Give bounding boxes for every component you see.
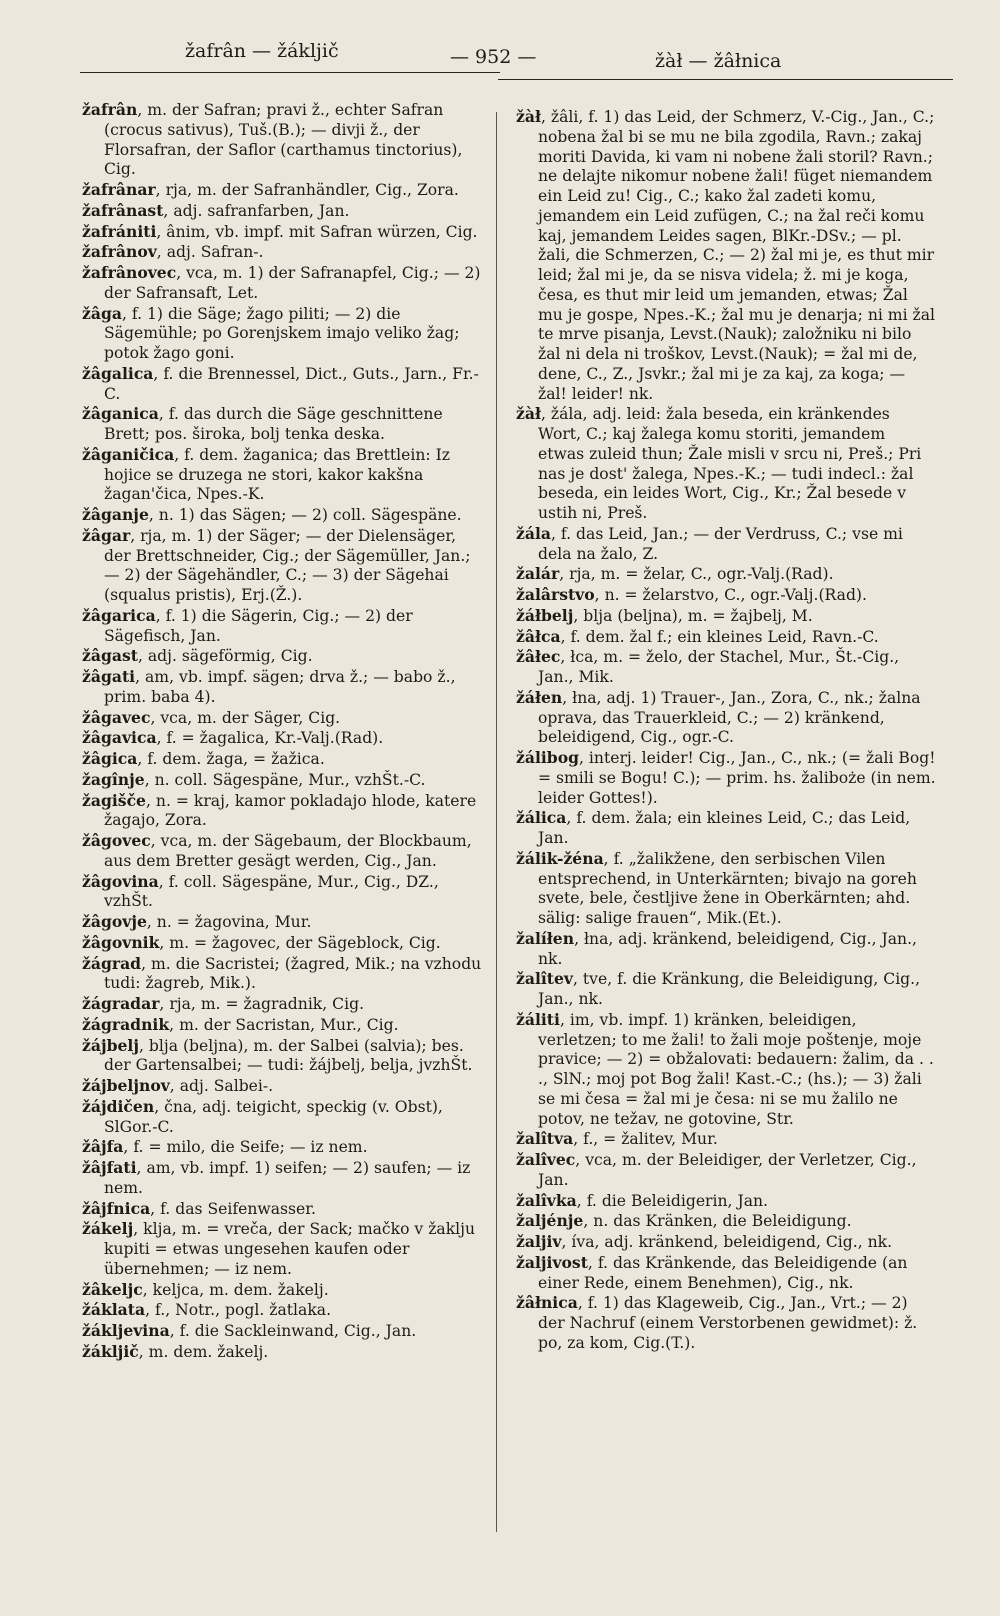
- dictionary-entry: [82, 954, 482, 995]
- entry-headword: žagišče: [82, 790, 146, 810]
- entry-headword: žâganica: [82, 404, 159, 424]
- header-rule-left: [80, 72, 500, 73]
- dictionary-entry: [516, 585, 936, 606]
- entry-headword: žalîtev: [516, 969, 573, 989]
- entry-headword: žafrânast: [82, 200, 164, 220]
- entry-definition: , rja, m. 1) der Säger; — der Dielensäger, der Brettschneider, Cig.; der Sägemüller, Jan.; — 2) der Sägehändler, C.; — 3) der Sägehai (squalus pristis), Erj.(Ž.).: [104, 526, 471, 604]
- dictionary-entry: [516, 929, 936, 970]
- entry-definition: , f. die Brennessel, Dict., Guts., Jarn., Fr.-C.: [104, 364, 479, 403]
- entry-headword: žákljič: [82, 1341, 139, 1361]
- entry-headword: žalîvec: [516, 1150, 576, 1169]
- entry-headword: žâgovec: [82, 831, 151, 850]
- entry-definition: , n. das Kränken, die Beleidigung.: [583, 1212, 852, 1231]
- entry-headword: žalîvka: [516, 1190, 577, 1210]
- dictionary-entry: [516, 107, 936, 404]
- entry-headword: žálica: [516, 808, 567, 828]
- entry-definition: , rja, m. = žagradnik, Cig.: [159, 995, 365, 1013]
- dictionary-entry: [516, 808, 936, 849]
- entry-definition: , łca, m. = želo, der Stachel, Mur., Št.-Cig., Jan., Mik.: [538, 648, 900, 686]
- dictionary-entry: [82, 1300, 482, 1321]
- entry-headword: žafrânov: [82, 242, 157, 262]
- header-right-guide-words: žàł — žâłnica: [655, 50, 782, 72]
- entry-headword: žálik-žéna: [516, 848, 604, 868]
- entry-headword: žáklata: [82, 1300, 146, 1320]
- dictionary-entry: [516, 524, 936, 565]
- entry-headword: žâga: [82, 303, 122, 323]
- page-number: — 952 —: [450, 46, 537, 68]
- entry-definition: , ânim, vb. impf. mit Safran würzen, Cig.: [156, 222, 478, 241]
- entry-definition: , vca, m. der Beleidiger, der Verletzer, Cig., Jan.: [538, 1151, 917, 1189]
- entry-definition: , žâli, f. 1) das Leid, der Schmerz, V.-Cig., Jan., C.; nobena žal bi se mu ne bila zgodila, Ravn.; zakaj moriti Davida, ki vam ni nobene žali storil? Ravn.; ne delajte nikomur nobene žali! füget niemandem ein Leid zu! Cig., C.; kako žal zadeti komu, jemandem ein Leid zufügen, C.; na žal reči komu kaj, jemandem Leides sagen, BlKr.-DSv.; — pl. žali, die Schmerzen, C.; — 2) žal mi je, es thut mir leid; žal mi je, da se nisva videla; ž. mi je koga, česa, es thut mir leid um jemanden, etwas; Žal mu je gospe, Npes.-K.; žal mu je denarja; ni mi žal te mrve pisanja, Levst.(Nauk); založniku ni bilo žal ni dela ni troškov, Levst.(Nauk); = žal mi de, dene, C., Z., Jsvkr.; žal mi je za kaj, za koga; — žal! leider! nk.: [538, 108, 936, 403]
- entry-definition: , vca, m. der Sägebaum, der Blockbaum, aus dem Bretter gesägt werden, Cig., Jan.: [104, 832, 472, 870]
- entry-definition: , f., Notr., pogl. žatlaka.: [145, 1301, 332, 1320]
- entry-definition: , f. dem. žaga, = žažica.: [137, 750, 325, 768]
- entry-headword: žalíłen: [516, 928, 575, 948]
- entry-headword: žâjfnica: [82, 1198, 151, 1218]
- dictionary-entry: [82, 749, 482, 770]
- dictionary-entry: [82, 1321, 482, 1342]
- dictionary-entry: [516, 1010, 936, 1130]
- entry-definition: , f. das Seifenwasser.: [150, 1199, 316, 1218]
- entry-definition: , n. = kraj, kamor pokladajo hlode, katere žagajo, Zora.: [104, 791, 477, 830]
- dictionary-entry: [516, 969, 936, 1010]
- header-rule-right: [498, 79, 953, 80]
- dictionary-entry: [516, 849, 936, 929]
- entry-headword: žâgarica: [82, 605, 156, 625]
- entry-headword: žájbelj: [82, 1035, 139, 1055]
- entry-definition: , m. dem. žakelj.: [138, 1342, 269, 1361]
- entry-definition: , vca, m. der Säger, Cig.: [150, 708, 341, 727]
- entry-headword: žákelj: [82, 1219, 134, 1239]
- entry-headword: žágrad: [82, 953, 142, 973]
- dictionary-entry: [82, 1137, 482, 1158]
- dictionary-entry: [82, 1076, 482, 1097]
- dictionary-entry: [516, 564, 936, 585]
- entry-definition: , rja, m. der Safranhändler, Cig., Zora.: [155, 181, 459, 199]
- entry-definition: , m. die Sacristei; (žagred, Mik.; na vzhodu tudi: žagreb, Mik.).: [104, 954, 482, 993]
- entry-headword: žájdičen: [82, 1096, 155, 1116]
- entry-definition: , m. der Sacristan, Mur., Cig.: [169, 1015, 399, 1034]
- entry-definition: , adj. safranfarben, Jan.: [163, 201, 350, 220]
- entry-headword: žalár: [516, 564, 560, 584]
- entry-definition: , vca, m. 1) der Safranapfel, Cig.; — 2) der Safransaft, Let.: [104, 264, 481, 302]
- dictionary-entry: [82, 646, 482, 667]
- entry-headword: žafrân: [82, 100, 138, 119]
- dictionary-entry: [516, 404, 936, 524]
- entry-headword: žâgast: [82, 646, 138, 666]
- entry-definition: , am, vb. impf. sägen; drva ž.; — babo ž., prim. baba 4).: [104, 668, 456, 706]
- dictionary-entry: [82, 708, 482, 729]
- dictionary-entry: [82, 933, 482, 954]
- dictionary-entry: [82, 505, 482, 526]
- entry-definition: , f. 1) die Sägerin, Cig.; — 2) der Sägefisch, Jan.: [104, 606, 413, 645]
- entry-definition: , blja (beljna), m. der Salbei (salvia); bes. der Gartensalbei; — tudi: žájbelj, belja, jvzhŠt.: [104, 1036, 473, 1075]
- entry-definition: , f. coll. Sägespäne, Mur., Cig., DZ., vzhŠt.: [104, 872, 439, 911]
- dictionary-entry: [82, 445, 482, 505]
- entry-definition: , m. = žagovec, der Sägeblock, Cig.: [159, 933, 441, 952]
- page-header: [0, 40, 1000, 80]
- dictionary-entry: [82, 526, 482, 606]
- dictionary-entry: [82, 1280, 482, 1301]
- dictionary-entry: [516, 688, 936, 748]
- dictionary-entry: [82, 872, 482, 913]
- entry-definition: , n. = želarstvo, C., ogr.-Valj.(Rad).: [594, 586, 867, 604]
- entry-headword: žâjfati: [82, 1158, 137, 1177]
- dictionary-entry: [82, 1199, 482, 1220]
- entry-headword: žáłbelj: [516, 605, 574, 625]
- entry-definition: , n. = žagovina, Mur.: [146, 913, 312, 931]
- dictionary-entry: [516, 647, 936, 688]
- dictionary-entry: [82, 100, 482, 180]
- dictionary-entry: [82, 201, 482, 222]
- entry-headword: žafrânovec: [82, 263, 177, 282]
- entry-headword: žâgalica: [82, 363, 154, 383]
- entry-headword: žàł: [516, 107, 541, 126]
- entry-headword: žâłnica: [516, 1293, 578, 1313]
- dictionary-entry: [82, 364, 482, 405]
- dictionary-entry: [82, 770, 482, 791]
- entry-headword: žâgovnik: [82, 932, 160, 952]
- entry-definition: , blja (beljna), m. = žajbelj, M.: [573, 606, 813, 625]
- dictionary-entry: [516, 1191, 936, 1212]
- dictionary-entry: [82, 304, 482, 364]
- entry-headword: žaljénje: [516, 1211, 584, 1231]
- entry-definition: , f. 1) das Klageweib, Cig., Jan., Vrt.; — 2) der Nachruf (einem Verstorbenen gewidmet): ž. po, za kom, Cig.(T.).: [538, 1294, 918, 1352]
- dictionary-entry: [82, 242, 482, 263]
- dictionary-entry: [82, 222, 482, 243]
- entry-definition: , keljca, m. dem. žakelj.: [142, 1280, 329, 1299]
- entry-headword: žâjfa: [82, 1137, 124, 1157]
- entry-definition: , f. = milo, die Seife; — iz nem.: [123, 1138, 368, 1157]
- dictionary-entry: [82, 1342, 482, 1363]
- entry-headword: žâkeljc: [82, 1279, 143, 1299]
- entry-headword: žâłca: [516, 626, 561, 646]
- dictionary-entry: [82, 791, 482, 832]
- entry-definition: , adj. Safran-.: [156, 243, 264, 262]
- dictionary-entry: [82, 180, 482, 201]
- entry-definition: , tve, f. die Kränkung, die Beleidigung, Cig., Jan., nk.: [538, 970, 921, 1008]
- dictionary-entry: [82, 263, 482, 304]
- entry-headword: žála: [516, 523, 551, 543]
- entry-definition: , klja, m. = vreča, der Sack; mačko v žaklju kupiti = etwas ungesehen kaufen oder übernehmen; — iz nem.: [104, 1220, 476, 1278]
- header-left-guide-words: žafrân — žákljič: [185, 40, 339, 62]
- entry-headword: žâgica: [82, 749, 138, 768]
- dictionary-entry: [516, 748, 936, 808]
- dictionary-entry: [516, 606, 936, 627]
- entry-definition: , f. das Leid, Jan.; — der Verdruss, C.; vse mi dela na žalo, Z.: [538, 524, 903, 563]
- entry-headword: žâgar: [82, 525, 131, 545]
- dictionary-entry: [516, 1293, 936, 1353]
- entry-headword: žàł: [516, 404, 541, 424]
- entry-definition: , f. das Kränkende, das Beleidigende (an einer Rede, einem Benehmen), Cig., nk.: [538, 1253, 908, 1292]
- entry-definition: , f. das durch die Säge geschnittene Brett; pos. široka, bolj tenka deska.: [104, 405, 443, 443]
- dictionary-entry: [82, 404, 482, 445]
- dictionary-entry: [82, 912, 482, 933]
- entry-headword: žâłec: [516, 647, 561, 667]
- entry-headword: žâgovina: [82, 871, 159, 891]
- entry-headword: žâgavica: [82, 728, 157, 748]
- entry-definition: , f. die Beleidigerin, Jan.: [576, 1191, 768, 1210]
- entry-definition: , rja, m. = želar, C., ogr.-Valj.(Rad).: [559, 565, 834, 584]
- dictionary-entry: [82, 1158, 482, 1199]
- entry-headword: žájbeljnov: [82, 1076, 170, 1095]
- entry-definition: , am, vb. impf. 1) seifen; — 2) saufen; — iz nem.: [104, 1159, 471, 1197]
- dictionary-entry: [82, 1015, 482, 1036]
- entry-headword: žâganje: [82, 505, 149, 524]
- entry-definition: , žála, adj. leid: žala beseda, ein kränkendes Wort, C.; kaj žalega komu storiti, jemandem etwas zuleid thun; Žale misli v srcu ni, Preš.; Pri nas je dost' žalega, Npes.-K.; — tudi indecl.: žal beseda, ein leides Wort, Cig., Kr.; Žal besede v ustih ni, Preš.: [538, 405, 922, 522]
- entry-headword: žafrániti: [82, 221, 157, 241]
- entry-headword: žagînje: [82, 769, 145, 789]
- entry-headword: žákljevina: [82, 1321, 170, 1340]
- entry-definition: , f. die Sackleinwand, Cig., Jan.: [169, 1322, 417, 1340]
- entry-headword: žáliti: [516, 1009, 560, 1029]
- dictionary-entry: [516, 1150, 936, 1191]
- entry-definition: , f. dem. žal f.; ein kleines Leid, Ravn.-C.: [560, 627, 879, 646]
- entry-definition: , adj. Salbei-.: [169, 1077, 274, 1095]
- dictionary-entry: [516, 1211, 936, 1232]
- entry-headword: žâgavec: [82, 707, 151, 727]
- entry-definition: , m. der Safran; pravi ž., echter Safran (crocus sativus), Tuš.(B.); — divji ž., der Florsafran, der Saflor (carthamus tinctorius), Cig.: [104, 101, 463, 179]
- dictionary-entry: [82, 994, 482, 1015]
- entry-definition: , f. 1) die Säge; žago piliti; — 2) die Sägemühle; po Gorenjskem imajo veliko žag; potok žago goni.: [104, 304, 460, 362]
- entry-definition: , adj. sägeförmig, Cig.: [137, 647, 313, 666]
- entry-headword: žágradar: [82, 994, 160, 1013]
- right-column: [516, 107, 936, 1354]
- dictionary-entry: [82, 728, 482, 749]
- entry-definition: , n. coll. Sägespäne, Mur., vzhŠt.-C.: [144, 770, 426, 789]
- entry-headword: žâgovje: [82, 912, 147, 931]
- entry-definition: , f. = žagalica, Kr.-Valj.(Rad).: [156, 729, 384, 748]
- left-column: [82, 100, 482, 1363]
- entry-definition: , f. „žalikžene, den serbischen Vilen entsprechend, in Unterkärnten; bivajo na goreh svete, bele, čestljive žene in Oberkärnten; ahd. sälig: salige frauen“, Mik.(Et.).: [538, 849, 917, 927]
- dictionary-entry: [82, 1036, 482, 1077]
- dictionary-entry: [82, 1097, 482, 1138]
- entry-definition: , im, vb. impf. 1) kränken, beleidigen, verletzen; to me žali! to žali moje poštenje, moje pravice; — 2) = obžalovati: bedauern: žalim, da . . ., SlN.; moj pot Bog žali! Kast.-C.; (hs.); — 3) žali se mi česa = žal mi je česa: ni se mu žalilo ne potov, ne težav, ne gotovine, Str.: [538, 1010, 934, 1128]
- entry-definition: , íva, adj. kränkend, beleidigend, Cig., nk.: [561, 1233, 893, 1251]
- entry-headword: žafrânar: [82, 180, 156, 199]
- entry-definition: , f. dem. žala; ein kleines Leid, C.; das Leid, Jan.: [538, 809, 911, 847]
- entry-definition: , interj. leider! Cig., Jan., C., nk.; (= žali Bog! = smili se Bogu! C.); — prim. hs. žaliboże (in nem. leider Gottes!).: [538, 749, 936, 807]
- entry-headword: žalârstvo: [516, 585, 595, 604]
- entry-definition: , łna, adj. 1) Trauer-, Jan., Zora, C., nk.; žalna oprava, das Trauerkleid, C.; — 2) kränkend, beleidigend, Cig., ogr.-C.: [538, 688, 921, 747]
- entry-headword: žâgati: [82, 667, 136, 686]
- dictionary-entry: [516, 627, 936, 648]
- dictionary-entry: [516, 1253, 936, 1294]
- dictionary-entry: [82, 831, 482, 872]
- entry-definition: , n. 1) das Sägen; — 2) coll. Sägespäne.: [148, 506, 462, 524]
- dictionary-entry: [516, 1232, 936, 1253]
- dictionary-entry: [516, 1129, 936, 1150]
- entry-headword: žaljiv: [516, 1232, 562, 1251]
- dictionary-entry: [82, 1219, 482, 1279]
- entry-headword: žálibog: [516, 748, 580, 767]
- column-divider: [496, 112, 497, 1532]
- entry-headword: žágradnik: [82, 1014, 170, 1034]
- entry-definition: , f. dem. žaganica; das Brettlein: Iz hojice se druzega ne stori, kakor kakšna žagan'čica, Npes.-K.: [104, 445, 451, 504]
- entry-headword: žalîtva: [516, 1129, 574, 1149]
- entry-headword: žâganičica: [82, 444, 175, 464]
- dictionary-entry: [82, 667, 482, 708]
- dictionary-entry: [82, 606, 482, 647]
- entry-definition: , f., = žalitev, Mur.: [573, 1130, 718, 1149]
- entry-headword: žáłen: [516, 687, 563, 707]
- entry-definition: , čna, adj. teigicht, speckig (v. Obst), SlGor.-C.: [104, 1097, 443, 1136]
- entry-definition: , łna, adj. kränkend, beleidigend, Cig., Jan., nk.: [538, 929, 917, 968]
- entry-headword: žaljivost: [516, 1252, 588, 1272]
